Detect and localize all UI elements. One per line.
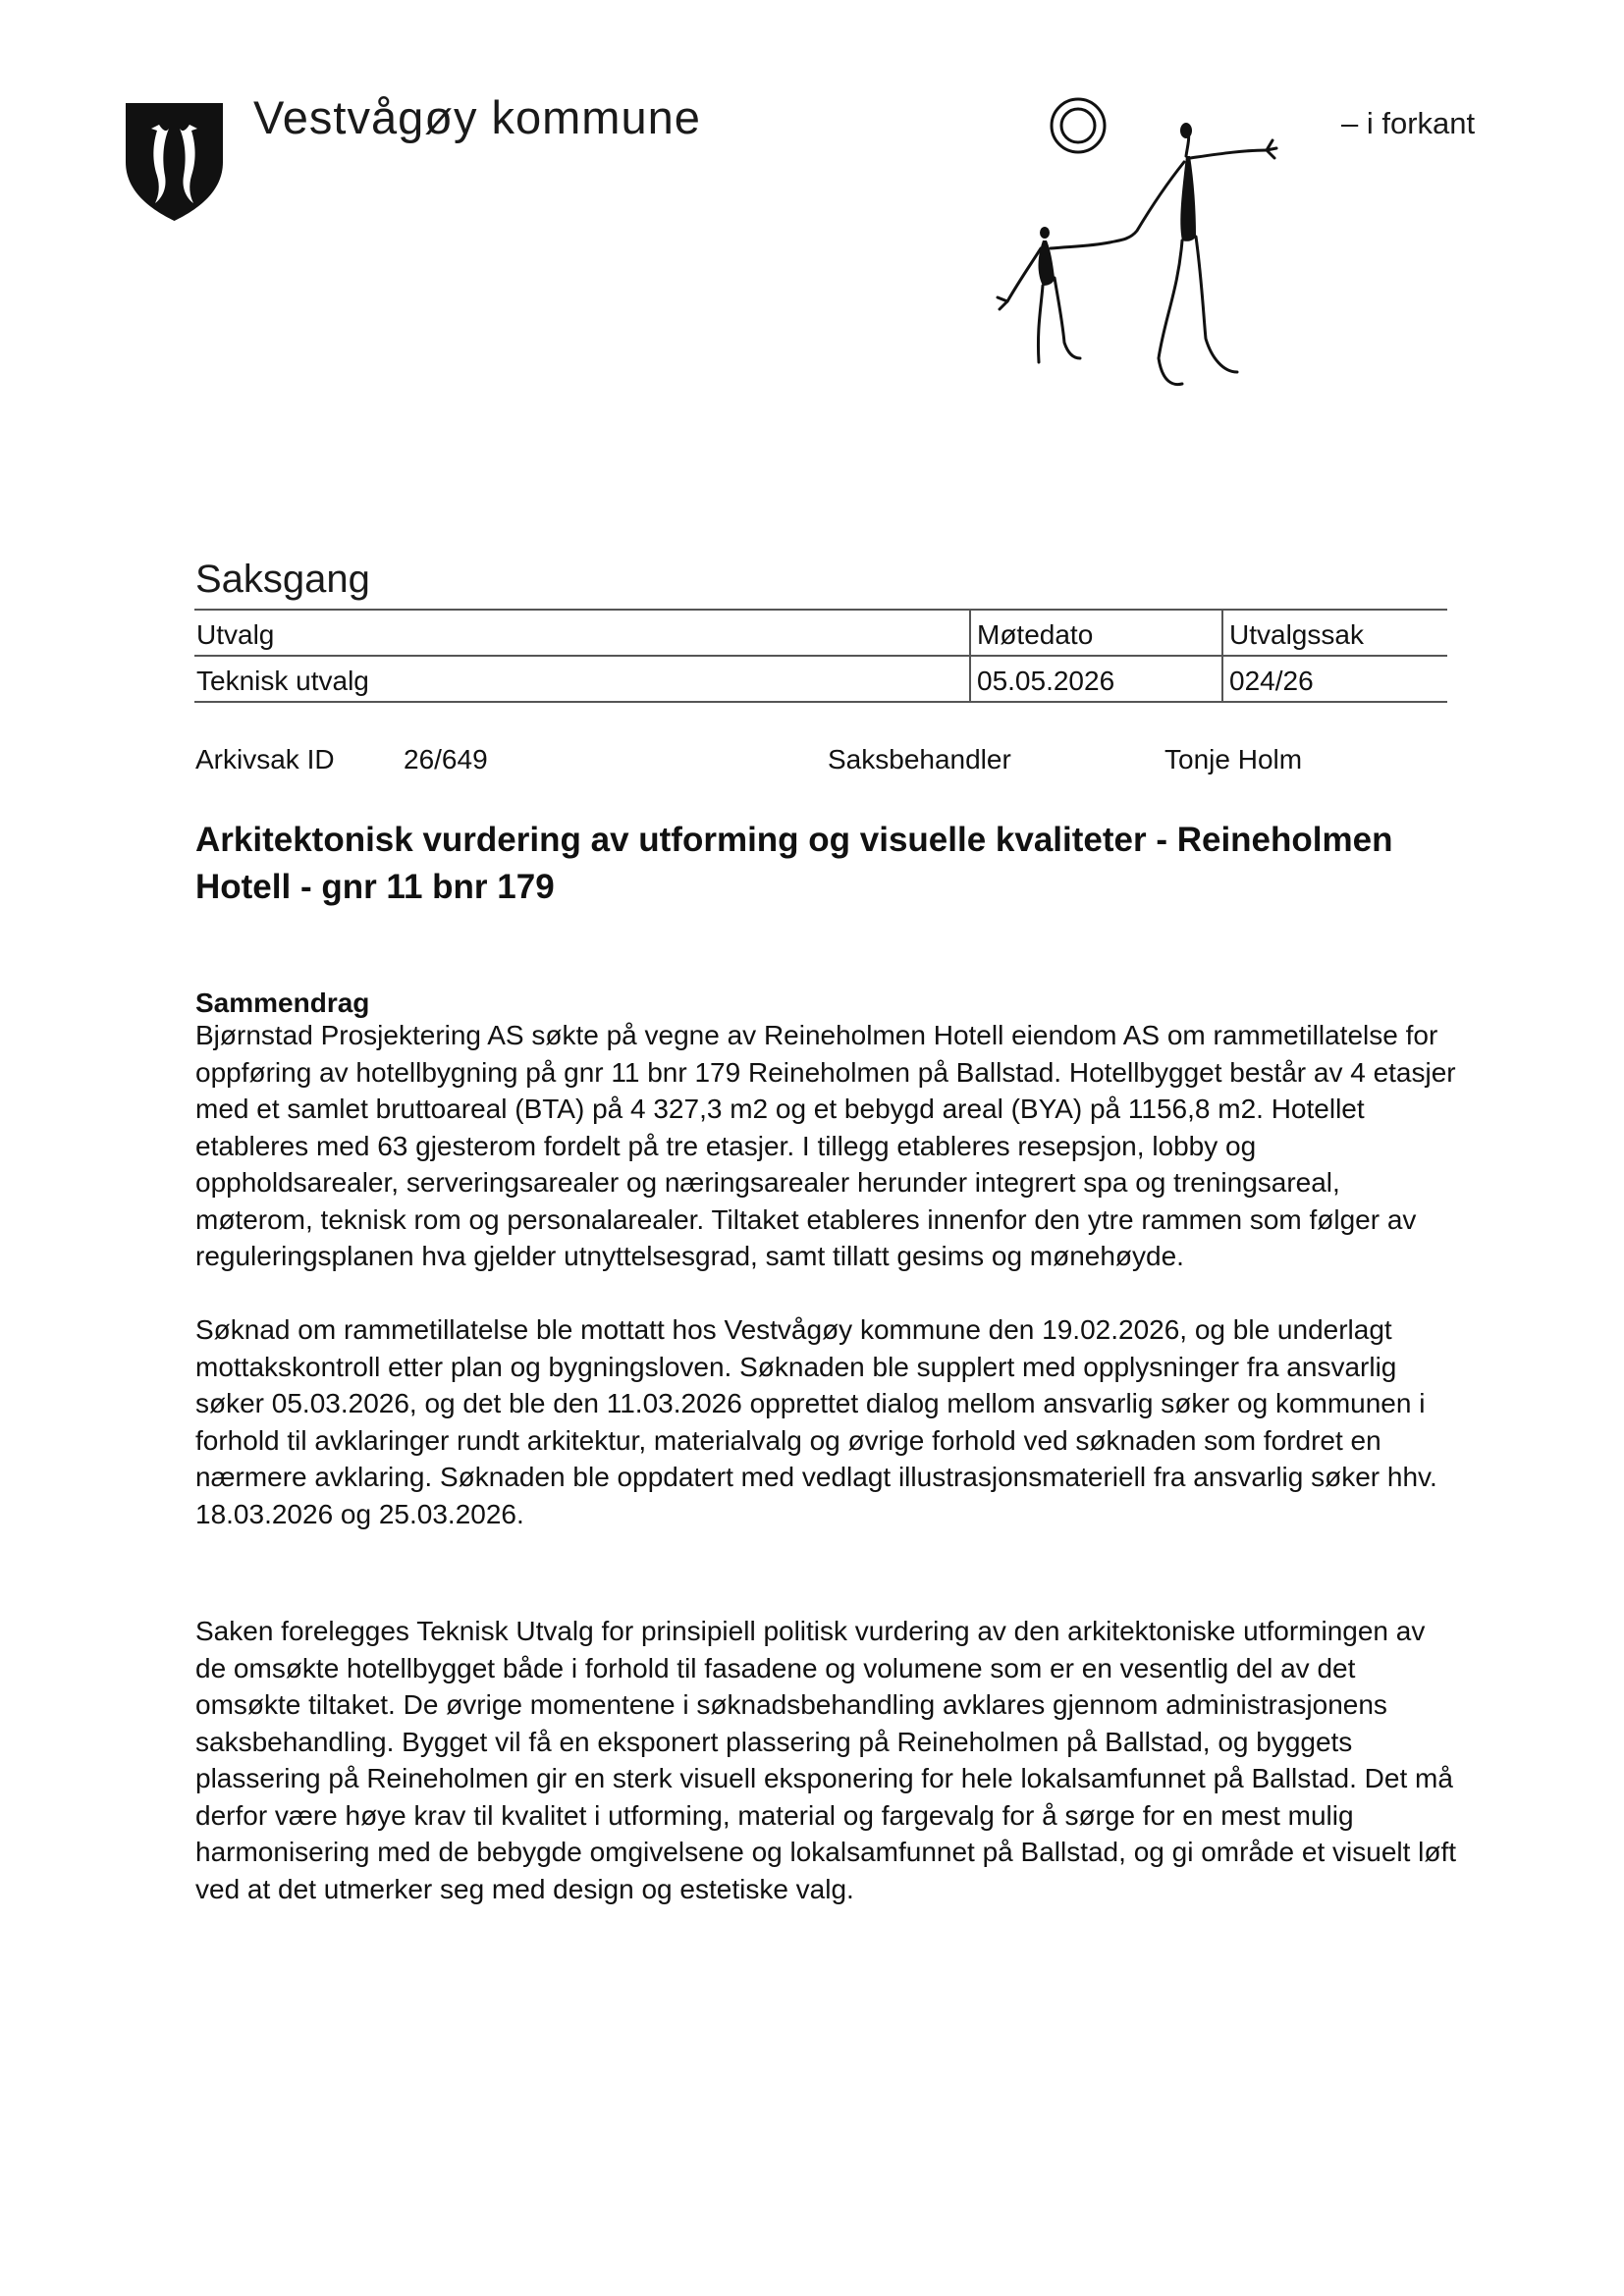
column-header-utvalg: Utvalg [196, 618, 275, 650]
arkivsak-label: Arkivsak ID [195, 744, 335, 774]
saksgang-table [194, 609, 1447, 703]
paragraph-text: Bjørnstad Prosjektering AS søkte på vegne av Reineholmen Hotell eiendom AS om rammetillatelse for oppføring av hotellbygning på gnr 11 bnr 179 Reineholmen på Ballstad. Hotellbygget består av 4 etasjer med et samlet bruttoareal (BTA) på 4 327,3 m2 og et bebygd areal (BYA) på 1156,8 m2. Hotellet etableres med 63 gjesterom fordelt på tre etasjer. I tillegg etableres resepsjon, lobby og oppholdsarealer, serveringsarealer og næringsarealer herunder integrert spa og treningsareal, møterom, teknisk rom og personalarealer. Tiltaket etableres innenfor den ytre rammen som følger av reguleringsplanen hva gjelder utnyttelsesgrad, samt tillatt gesims og mønehøyde. [195, 1020, 1456, 1271]
column-header-motedato: Møtedato [970, 610, 1222, 656]
table-header-row [194, 610, 1447, 656]
column-header-utvalgssak: Utvalgssak [1222, 610, 1447, 656]
summary-heading: Sammendrag [195, 988, 370, 1018]
paragraph-text: Søknad om rammetillatelse ble mottatt hos Vestvågøy kommune den 19.02.2026, og ble underlagt mottakskontroll etter plan og bygningsloven. Søknaden ble supplert med opplysninger fra ansvarlig søker 05.03.2026, og det ble den 11.03.2026 opprettet dialog mellom ansvarlig søker og kommunen i forhold til avklaringer rundt arkitektur, materialvalg og øvrige forhold ved søknaden som fordret en nærmere avklaring. Søknaden ble oppdatert med vedlagt illustrasjonsmateriell fra ansvarlig søker hhv. 18.03.2026 og 25.03.2026. [195, 1314, 1437, 1529]
cell-utvalgssak: 024/26 [1222, 656, 1447, 702]
arkivsak-value: 26/649 [404, 744, 488, 774]
summary-paragraph-2 [195, 1311, 1462, 1532]
saksgang-title: Saksgang [195, 558, 370, 601]
cell-motedato: 05.05.2026 [970, 656, 1222, 702]
coat-of-arms-icon [124, 101, 225, 223]
slogan: – i forkant [1341, 106, 1476, 140]
summary-paragraph-3 [195, 1613, 1462, 1907]
case-title: Arkitektonisk vurdering av utforming og visuelle kvaliteter - Reineholmen Hotell - gnr 11 bnr 179 [195, 821, 1393, 906]
summary-paragraph-1 [195, 1017, 1462, 1275]
saksbehandler-value: Tonje Holm [1164, 744, 1303, 774]
municipality-name: Vestvågøy kommune [253, 91, 701, 143]
saksbehandler-label: Saksbehandler [828, 744, 1011, 774]
table-row [194, 656, 1447, 702]
paragraph-text: Saken forelegges Teknisk Utvalg for prinsipiell politisk vurdering av den arkitektoniske utformingen av de omsøkte hotellbygget både i forhold til fasadene og volumene som er en vesentlig del av det omsøkte tiltaket. De øvrige momentene i søknadsbehandling avklares gjennom administrasjonens saksbehandling. Bygget vil få en eksponert plassering på Reineholmen på Ballstad, og byggets plassering på Reineholmen gir en sterk visuell eksponering for hele lokalsamfunnet på Ballstad. Det må derfor være høye krav til kvalitet i utforming, material og fargevalg for å sørge for en mest mulig harmonisering med de bebygde omgivelsene og lokalsamfunnet på Ballstad, og gi område et visuelt løft ved at det utmerker seg med design og estetiske valg. [195, 1616, 1457, 1904]
cell-utvalg: Teknisk utvalg [196, 665, 369, 696]
sun-and-figures-icon [972, 93, 1306, 398]
